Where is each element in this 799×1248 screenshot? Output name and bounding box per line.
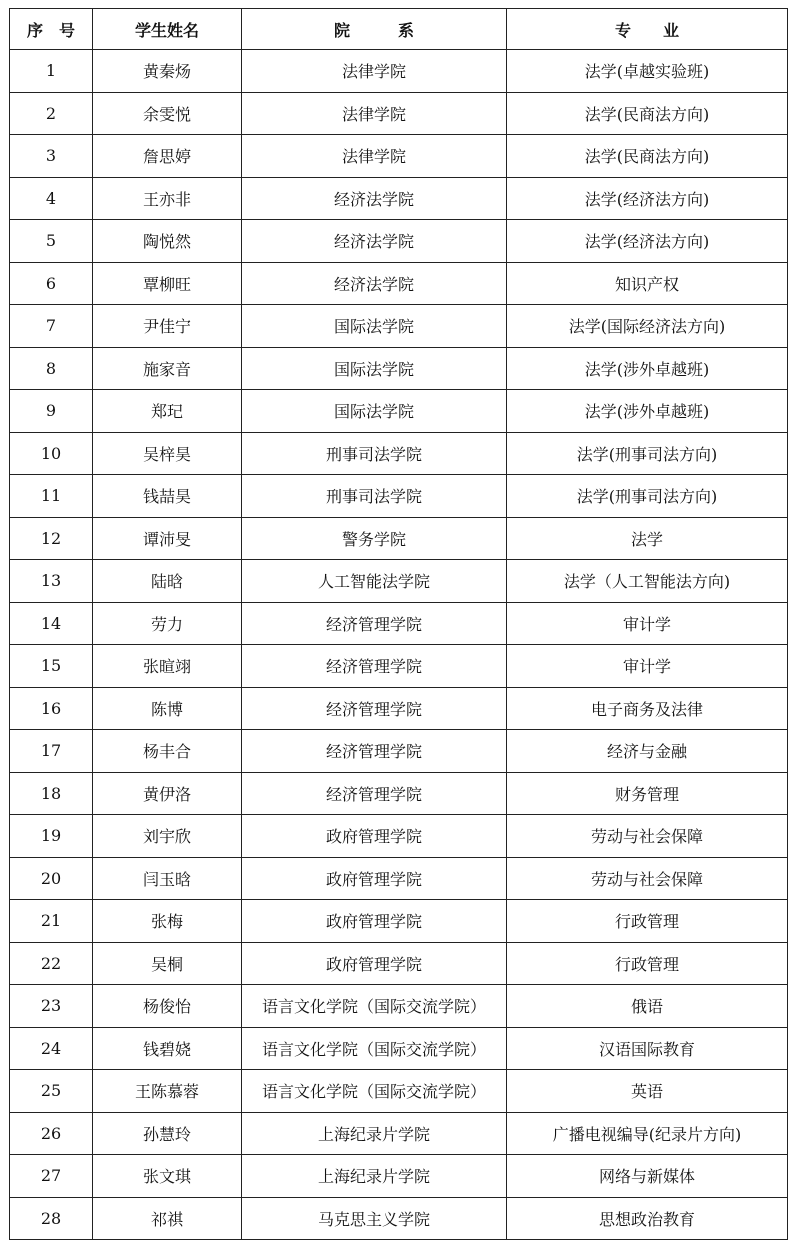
cell-major: 劳动与社会保障 [507, 857, 788, 900]
cell-student-name: 黄秦炀 [93, 50, 242, 93]
table-row [10, 815, 788, 858]
table-row [10, 390, 788, 433]
cell-major: 法学 [507, 517, 788, 560]
table-row [10, 687, 788, 730]
cell-major: 法学(涉外卓越班) [507, 390, 788, 433]
cell-major: 经济与金融 [507, 730, 788, 773]
table-row [10, 730, 788, 773]
cell-department: 政府管理学院 [242, 815, 507, 858]
cell-major: 电子商务及法律 [507, 687, 788, 730]
cell-department: 国际法学院 [242, 347, 507, 390]
cell-student-name: 张暄翊 [93, 645, 242, 688]
cell-major: 法学（人工智能法方向) [507, 560, 788, 603]
cell-major: 法学(涉外卓越班) [507, 347, 788, 390]
cell-seq: 14 [10, 602, 93, 645]
cell-department: 语言文化学院（国际交流学院） [242, 1027, 507, 1070]
cell-seq: 9 [10, 390, 93, 433]
cell-department: 经济法学院 [242, 262, 507, 305]
table-row [10, 1197, 788, 1240]
cell-major: 法学(国际经济法方向) [507, 305, 788, 348]
cell-seq: 1 [10, 50, 93, 93]
cell-department: 人工智能法学院 [242, 560, 507, 603]
cell-department: 刑事司法学院 [242, 475, 507, 518]
table-row [10, 347, 788, 390]
table-row [10, 305, 788, 348]
cell-major: 审计学 [507, 602, 788, 645]
table-row [10, 92, 788, 135]
cell-student-name: 闫玉晗 [93, 857, 242, 900]
header-department: 院 系 [242, 9, 507, 50]
table-body [10, 50, 788, 1240]
cell-major: 劳动与社会保障 [507, 815, 788, 858]
cell-student-name: 刘宇欣 [93, 815, 242, 858]
cell-department: 政府管理学院 [242, 900, 507, 943]
cell-major: 法学(民商法方向) [507, 135, 788, 178]
table-row [10, 50, 788, 93]
cell-major: 法学(经济法方向) [507, 177, 788, 220]
cell-department: 上海纪录片学院 [242, 1112, 507, 1155]
cell-department: 政府管理学院 [242, 857, 507, 900]
table-row [10, 602, 788, 645]
cell-seq: 24 [10, 1027, 93, 1070]
cell-major: 英语 [507, 1070, 788, 1113]
cell-department: 经济法学院 [242, 220, 507, 263]
cell-student-name: 詹思婷 [93, 135, 242, 178]
cell-department: 法律学院 [242, 135, 507, 178]
cell-major: 广播电视编导(纪录片方向) [507, 1112, 788, 1155]
cell-department: 国际法学院 [242, 305, 507, 348]
table-row [10, 772, 788, 815]
cell-seq: 3 [10, 135, 93, 178]
cell-department: 经济管理学院 [242, 687, 507, 730]
cell-student-name: 陆晗 [93, 560, 242, 603]
cell-student-name: 祁祺 [93, 1197, 242, 1240]
cell-department: 法律学院 [242, 50, 507, 93]
cell-seq: 12 [10, 517, 93, 560]
cell-student-name: 尹佳宁 [93, 305, 242, 348]
cell-seq: 15 [10, 645, 93, 688]
cell-seq: 7 [10, 305, 93, 348]
cell-seq: 11 [10, 475, 93, 518]
cell-major: 法学(民商法方向) [507, 92, 788, 135]
cell-major: 网络与新媒体 [507, 1155, 788, 1198]
table-row [10, 1027, 788, 1070]
table-row [10, 177, 788, 220]
table-row [10, 560, 788, 603]
cell-student-name: 孙慧玲 [93, 1112, 242, 1155]
cell-seq: 13 [10, 560, 93, 603]
cell-seq: 27 [10, 1155, 93, 1198]
table-row [10, 1112, 788, 1155]
cell-student-name: 黄伊洛 [93, 772, 242, 815]
table-row [10, 135, 788, 178]
cell-seq: 18 [10, 772, 93, 815]
table-row [10, 857, 788, 900]
cell-seq: 25 [10, 1070, 93, 1113]
cell-student-name: 杨丰合 [93, 730, 242, 773]
cell-seq: 16 [10, 687, 93, 730]
cell-student-name: 陈博 [93, 687, 242, 730]
cell-major: 法学(刑事司法方向) [507, 432, 788, 475]
cell-major: 行政管理 [507, 942, 788, 985]
cell-department: 经济管理学院 [242, 730, 507, 773]
table-row [10, 432, 788, 475]
cell-student-name: 余雯悦 [93, 92, 242, 135]
cell-seq: 5 [10, 220, 93, 263]
table-row [10, 517, 788, 560]
cell-department: 法律学院 [242, 92, 507, 135]
cell-major: 行政管理 [507, 900, 788, 943]
table-row [10, 262, 788, 305]
cell-department: 警务学院 [242, 517, 507, 560]
cell-student-name: 王陈慕蓉 [93, 1070, 242, 1113]
cell-major: 汉语国际教育 [507, 1027, 788, 1070]
cell-student-name: 郑玘 [93, 390, 242, 433]
header-major: 专 业 [507, 9, 788, 50]
table-row [10, 942, 788, 985]
cell-seq: 8 [10, 347, 93, 390]
cell-department: 经济管理学院 [242, 645, 507, 688]
cell-seq: 23 [10, 985, 93, 1028]
cell-major: 知识产权 [507, 262, 788, 305]
cell-department: 国际法学院 [242, 390, 507, 433]
cell-department: 上海纪录片学院 [242, 1155, 507, 1198]
cell-student-name: 钱碧娆 [93, 1027, 242, 1070]
table-row [10, 1155, 788, 1198]
cell-department: 语言文化学院（国际交流学院） [242, 1070, 507, 1113]
cell-major: 法学(卓越实验班) [507, 50, 788, 93]
cell-seq: 4 [10, 177, 93, 220]
cell-seq: 6 [10, 262, 93, 305]
cell-student-name: 陶悦然 [93, 220, 242, 263]
cell-student-name: 杨俊怡 [93, 985, 242, 1028]
cell-major: 财务管理 [507, 772, 788, 815]
cell-seq: 20 [10, 857, 93, 900]
cell-seq: 28 [10, 1197, 93, 1240]
cell-department: 刑事司法学院 [242, 432, 507, 475]
table-row [10, 645, 788, 688]
student-roster-table [9, 8, 788, 1240]
cell-student-name: 吴桐 [93, 942, 242, 985]
cell-student-name: 覃柳旺 [93, 262, 242, 305]
cell-student-name: 劳力 [93, 602, 242, 645]
cell-department: 经济管理学院 [242, 602, 507, 645]
cell-student-name: 张文琪 [93, 1155, 242, 1198]
cell-seq: 10 [10, 432, 93, 475]
cell-seq: 21 [10, 900, 93, 943]
cell-major: 俄语 [507, 985, 788, 1028]
cell-department: 经济管理学院 [242, 772, 507, 815]
cell-seq: 19 [10, 815, 93, 858]
table-row [10, 220, 788, 263]
cell-student-name: 张梅 [93, 900, 242, 943]
table-header-row [10, 9, 788, 50]
table-row [10, 900, 788, 943]
cell-student-name: 王亦非 [93, 177, 242, 220]
cell-seq: 2 [10, 92, 93, 135]
cell-student-name: 吴梓昊 [93, 432, 242, 475]
cell-student-name: 施家音 [93, 347, 242, 390]
header-seq: 序 号 [10, 9, 93, 50]
cell-student-name: 谭沛旻 [93, 517, 242, 560]
table-row [10, 985, 788, 1028]
cell-major: 法学(刑事司法方向) [507, 475, 788, 518]
cell-major: 法学(经济法方向) [507, 220, 788, 263]
table-row [10, 475, 788, 518]
cell-major: 审计学 [507, 645, 788, 688]
cell-department: 马克思主义学院 [242, 1197, 507, 1240]
cell-department: 政府管理学院 [242, 942, 507, 985]
cell-department: 经济法学院 [242, 177, 507, 220]
cell-seq: 26 [10, 1112, 93, 1155]
cell-department: 语言文化学院（国际交流学院） [242, 985, 507, 1028]
cell-major: 思想政治教育 [507, 1197, 788, 1240]
cell-student-name: 钱喆昊 [93, 475, 242, 518]
cell-seq: 22 [10, 942, 93, 985]
cell-seq: 17 [10, 730, 93, 773]
header-student-name: 学生姓名 [93, 9, 242, 50]
table-row [10, 1070, 788, 1113]
